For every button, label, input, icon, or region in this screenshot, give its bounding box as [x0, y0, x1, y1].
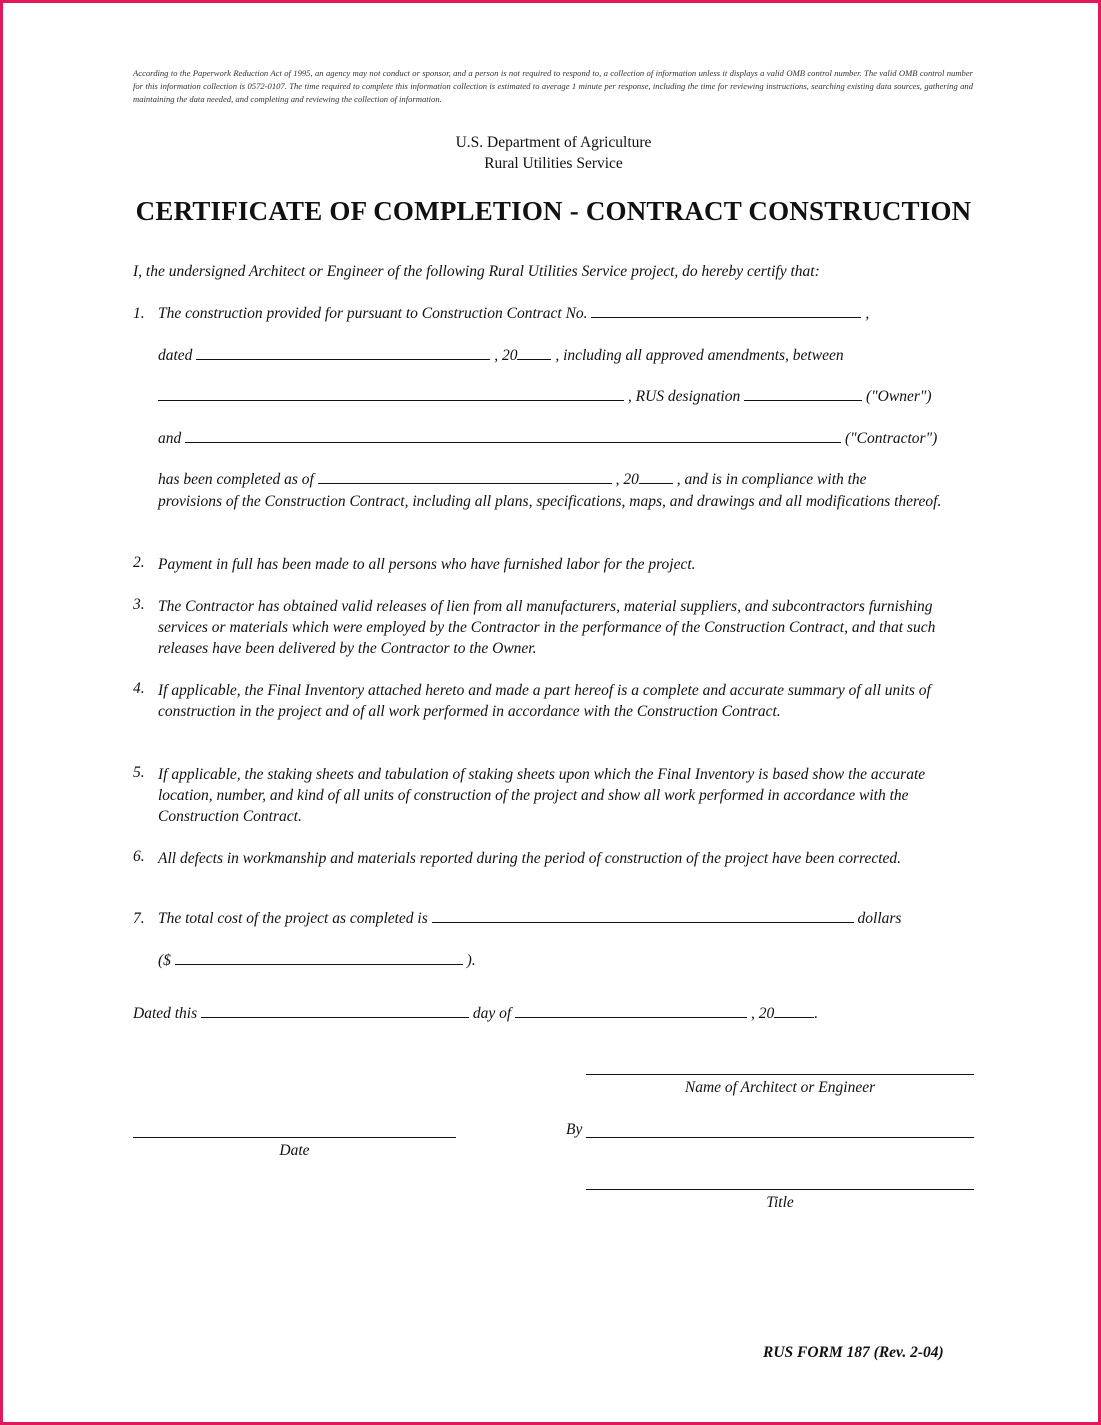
- day-of-label: day of: [472, 1005, 512, 1022]
- item-1-line-1: [158, 305, 869, 323]
- item-1-line-5: [158, 471, 867, 489]
- item-7-line-2: [158, 952, 476, 970]
- contractor-name-field[interactable]: [185, 430, 841, 443]
- item-2-number: 2.: [133, 554, 145, 571]
- year-prefix: , 20: [494, 347, 518, 364]
- contract-date-field[interactable]: [196, 347, 490, 360]
- item-6-text: All defects in workmanship and materials reported during the period of construction of the project have been corrected.: [158, 850, 902, 867]
- dated-day-field[interactable]: [201, 1005, 469, 1018]
- and-label: and: [158, 430, 182, 447]
- item-5-number: 5.: [133, 764, 145, 781]
- item-1-line-2: [158, 347, 844, 365]
- item-4-text: If applicable, the Final Inventory attached hereto and made a part hereof is a complete and accurate summary of all units of construction in the project and of all work performed in accordance with the Construction Contract.: [158, 682, 931, 720]
- department-name: U.S. Department of Agriculture: [455, 134, 652, 151]
- amendments-text: , including all approved amendments, between: [555, 347, 844, 364]
- completion-date-field[interactable]: [318, 471, 612, 484]
- architect-name-label: Name of Architect or Engineer: [684, 1079, 876, 1096]
- total-cost-words-field[interactable]: [432, 910, 854, 923]
- item-5-text: If applicable, the staking sheets and tabulation of staking sheets upon which the Final Inventory is based show the accurate location, number, and kind of all units of construction of the project and show all work performed in accordance with the Construction Contract.: [158, 766, 926, 825]
- item-1-continuation: provisions of the Construction Contract, including all plans, specifications, maps, and drawings and all modifications thereof.: [158, 493, 942, 510]
- service-name: Rural Utilities Service: [484, 155, 623, 172]
- title-label: Title: [766, 1194, 794, 1211]
- title-signature-line[interactable]: [586, 1189, 974, 1190]
- dated-period: .: [814, 1005, 819, 1022]
- item-4-number: 4.: [133, 680, 145, 697]
- dated-line: [133, 1005, 818, 1023]
- form-id: RUS FORM 187 (Rev. 2-04): [763, 1344, 944, 1361]
- intro-text: I, the undersigned Architect or Engineer of the following Rural Utilities Service project, do hereby certify that:: [133, 263, 820, 280]
- item-3-text: The Contractor has obtained valid releases of lien from all manufacturers, material suppliers, and subcontractors furnishing services or materials which were employed by the Contractor in the performance of the Construction Contract, and that such releases have been delivered by the Contractor to the Owner.: [158, 598, 936, 657]
- compliance-text: , and is in compliance with the: [676, 471, 867, 488]
- completion-year-prefix: , 20: [615, 471, 639, 488]
- item-6-number: 6.: [133, 848, 145, 865]
- item-1-comma: ,: [865, 305, 870, 322]
- dated-this-label: Dated this: [133, 1005, 198, 1022]
- item-7-line-1: [158, 910, 901, 928]
- amount-close: ).: [466, 952, 476, 969]
- by-signature-line[interactable]: [586, 1137, 974, 1138]
- rus-designation-label: , RUS designation: [627, 388, 741, 405]
- item-2-text: Payment in full has been made to all persons who have furnished labor for the project.: [158, 556, 696, 573]
- item-1-text: The construction provided for pursuant to Construction Contract No.: [158, 305, 588, 322]
- date-label: Date: [279, 1142, 310, 1159]
- completion-year-field[interactable]: [639, 471, 673, 484]
- contract-number-field[interactable]: [591, 305, 861, 318]
- completed-label: has been completed as of: [158, 471, 314, 488]
- rus-designation-field[interactable]: [744, 388, 862, 401]
- paperwork-notice: According to the Paperwork Reduction Act of 1995, an agency may not conduct or sponsor, and a person is not required to respond to, a collection of information unless it displays a valid OMB control number. The valid OMB control number for this information collection is 0572-0107. The time required to complete this information collection is estimated to average 1 minute per response, including the time for reviewing instructions, searching existing data sources, gathering and maintaining the data needed, and completing and reviewing the collection of information.: [133, 68, 973, 104]
- page-title: CERTIFICATE OF COMPLETION - CONTRACT CONSTRUCTION: [135, 196, 972, 226]
- by-label: By: [566, 1121, 583, 1138]
- dated-label: dated: [158, 347, 193, 364]
- item-1-line-3: [158, 388, 932, 406]
- owner-label: ("Owner"): [866, 388, 932, 405]
- item-1-line-4: [158, 430, 937, 448]
- date-signature-line[interactable]: [133, 1137, 456, 1138]
- dated-month-field[interactable]: [515, 1005, 747, 1018]
- item-3-number: 3.: [133, 596, 145, 613]
- architect-name-line[interactable]: [586, 1074, 974, 1075]
- contractor-label: ("Contractor"): [845, 430, 938, 447]
- item-1-number: 1.: [133, 305, 145, 322]
- dated-year-prefix: , 20: [750, 1005, 775, 1022]
- dated-year-field[interactable]: [774, 1005, 814, 1018]
- dollars-label: dollars: [857, 910, 902, 927]
- item-7-number: 7.: [133, 910, 145, 927]
- total-cost-text: The total cost of the project as completed is: [158, 910, 428, 927]
- amount-open: ($: [158, 952, 171, 969]
- contract-year-field[interactable]: [517, 347, 551, 360]
- total-cost-amount-field[interactable]: [175, 952, 463, 965]
- owner-name-field[interactable]: [158, 388, 624, 401]
